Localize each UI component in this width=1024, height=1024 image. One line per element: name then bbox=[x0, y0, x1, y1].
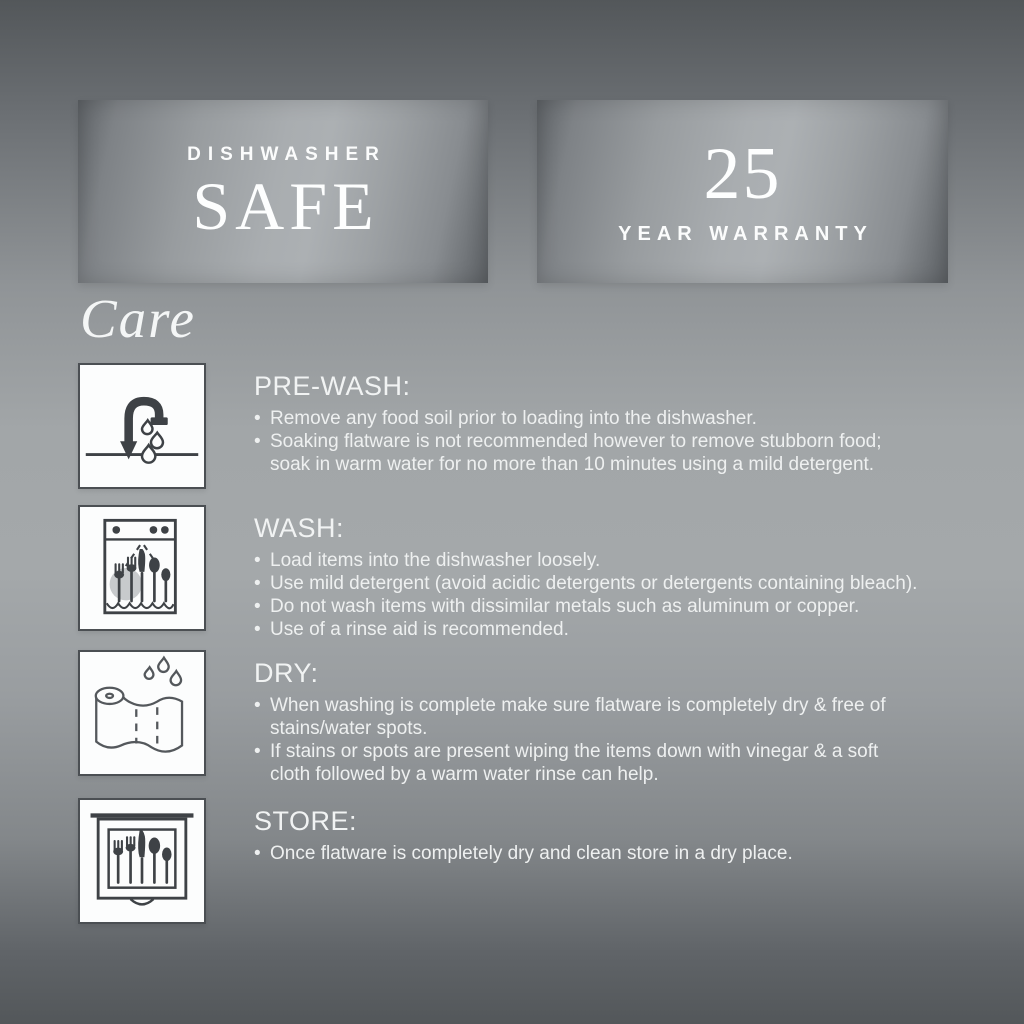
store-text bbox=[254, 798, 919, 924]
section-store bbox=[78, 798, 919, 924]
pre-wash-text bbox=[254, 363, 919, 489]
bullet-marker: • bbox=[254, 843, 261, 864]
bullet-marker: • bbox=[254, 408, 261, 429]
pre-wash-bullet-list bbox=[254, 407, 919, 476]
care-bullet: • Load items into the dishwasher loosely. bbox=[254, 550, 601, 571]
care-bullet: • If stains or spots are present wiping the items down with vinegar & a soft cloth followed by a warm water rinse can help. bbox=[254, 741, 879, 785]
care-bullet: • Once flatware is completely dry and clean store in a dry place. bbox=[254, 843, 793, 864]
care-bullet: • Soaking flatware is not recommended however to remove stubborn food; soak in warm water for no more than 10 minutes using a mild detergent. bbox=[254, 431, 882, 475]
bullet-marker: • bbox=[254, 741, 261, 762]
store-heading: STORE: bbox=[254, 806, 358, 836]
dishwasher-safe-kicker: DISHWASHER bbox=[187, 143, 386, 165]
paper-towel-icon bbox=[78, 650, 206, 776]
store-bullet-list bbox=[254, 842, 919, 865]
care-section-title: Care bbox=[80, 288, 196, 349]
warranty-badge bbox=[537, 100, 948, 283]
dry-bullet-list bbox=[254, 694, 919, 786]
bullet-marker: • bbox=[254, 695, 261, 716]
care-bullet: • Remove any food soil prior to loading into the dishwasher. bbox=[254, 408, 757, 429]
bullet-marker: • bbox=[254, 550, 261, 571]
warranty-years-number: 25 bbox=[703, 133, 782, 215]
bullet-marker: • bbox=[254, 596, 261, 617]
pre-wash-heading: PRE-WASH: bbox=[254, 371, 411, 401]
dishwasher-safe-word: SAFE bbox=[192, 167, 379, 244]
section-wash bbox=[78, 505, 919, 641]
dry-heading: DRY: bbox=[254, 658, 319, 688]
care-bullet: • When washing is complete make sure flatware is completely dry & free of stains/water spots. bbox=[254, 695, 886, 739]
dishwasher-icon bbox=[78, 505, 206, 631]
warranty-caption: YEAR WARRANTY bbox=[618, 223, 873, 245]
care-bullet: • Use of a rinse aid is recommended. bbox=[254, 619, 569, 640]
care-bullet: • Use mild detergent (avoid acidic detergents or detergents containing bleach). bbox=[254, 573, 918, 594]
dry-text bbox=[254, 650, 919, 786]
dishwasher-safe-badge bbox=[78, 100, 488, 283]
bullet-marker: • bbox=[254, 619, 261, 640]
wash-text bbox=[254, 505, 919, 641]
faucet-icon bbox=[78, 363, 206, 489]
bullet-marker: • bbox=[254, 573, 261, 594]
section-dry bbox=[78, 650, 919, 786]
care-bullet: • Do not wash items with dissimilar metals such as aluminum or copper. bbox=[254, 596, 860, 617]
wash-heading: WASH: bbox=[254, 513, 344, 543]
section-pre-wash bbox=[78, 363, 919, 489]
bullet-marker: • bbox=[254, 431, 261, 452]
wash-bullet-list bbox=[254, 549, 919, 641]
flatware-storage-icon bbox=[78, 798, 206, 924]
